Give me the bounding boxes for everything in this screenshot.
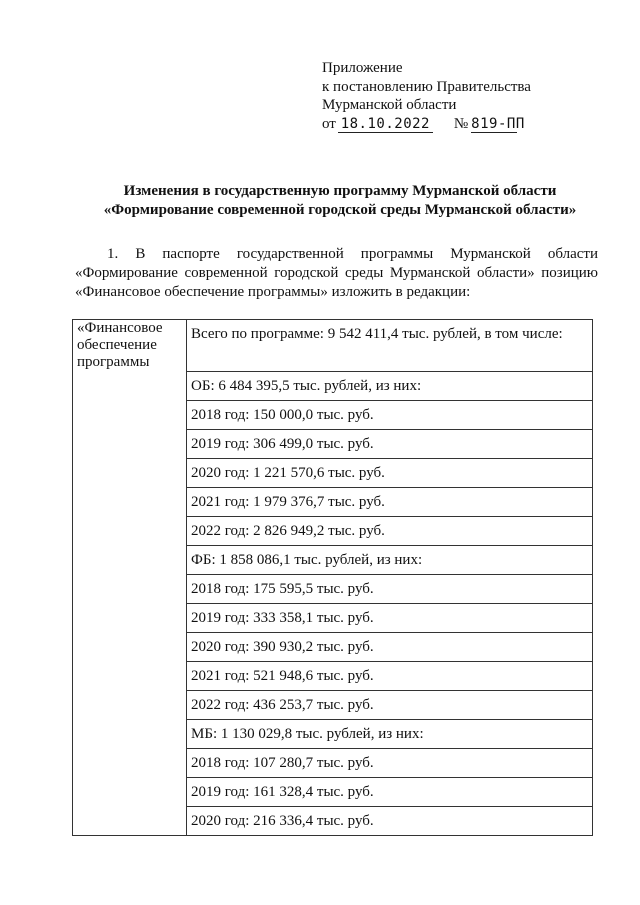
date-prefix: от xyxy=(322,115,336,132)
annex-region-line: Мурманской области xyxy=(322,97,457,113)
financing-label-cell: «Финансовое обеспечение программы xyxy=(73,320,187,836)
financing-value-cell: 2018 год: 150 000,0 тыс. руб. xyxy=(187,401,593,430)
financing-value-cell: 2022 год: 436 253,7 тыс. руб. xyxy=(187,691,593,720)
financing-value-cell: 2020 год: 1 221 570,6 тыс. руб. xyxy=(187,459,593,488)
resolution-number: 819-ПП xyxy=(471,116,525,132)
paragraph-line-1: 1. В паспорте государственной программы Мурманской области xyxy=(107,246,598,262)
annex-block xyxy=(322,59,622,133)
paragraph-line-3: «Финансовое обеспечение программы» изложить в редакции: xyxy=(75,284,471,300)
financing-value-cell: 2021 год: 1 979 376,7 тыс. руб. xyxy=(187,488,593,517)
financing-value-cell: 2020 год: 216 336,4 тыс. руб. xyxy=(187,807,593,836)
paragraph-line-2: «Формирование современной городской среды Мурманской области» позицию xyxy=(75,265,598,281)
number-prefix: № xyxy=(453,115,469,132)
financing-value-cell: 2019 год: 333 358,1 тыс. руб. xyxy=(187,604,593,633)
financing-table xyxy=(72,319,593,836)
annex-date-number-line xyxy=(322,115,622,134)
financing-value-cell: 2019 год: 306 499,0 тыс. руб. xyxy=(187,430,593,459)
financing-value-cell: 2018 год: 107 280,7 тыс. руб. xyxy=(187,749,593,778)
financing-value-cell: 2020 год: 390 930,2 тыс. руб. xyxy=(187,633,593,662)
resolution-date: 18.10.2022 xyxy=(338,116,433,133)
document-title-line-2: «Формирование современной городской среды Мурманской области» xyxy=(103,202,577,218)
financing-value-cell: 2022 год: 2 826 949,2 тыс. руб. xyxy=(187,517,593,546)
annex-resolution-line: к постановлению Правительства xyxy=(322,78,531,95)
financing-value-cell: МБ: 1 130 029,8 тыс. рублей, из них: xyxy=(187,720,593,749)
financing-value-cell: Всего по программе: 9 542 411,4 тыс. рублей, в том числе: xyxy=(187,320,593,372)
document-title xyxy=(60,182,620,220)
financing-value-cell: 2021 год: 521 948,6 тыс. руб. xyxy=(187,662,593,691)
financing-value-cell: 2019 год: 161 328,4 тыс. руб. xyxy=(187,778,593,807)
financing-value-cell: 2018 год: 175 595,5 тыс. руб. xyxy=(187,575,593,604)
financing-value-cell: ОБ: 6 484 395,5 тыс. рублей, из них: xyxy=(187,372,593,401)
annex-title: Приложение xyxy=(322,60,403,76)
financing-value-cell: ФБ: 1 858 086,1 тыс. рублей, из них: xyxy=(187,546,593,575)
table-row xyxy=(73,320,593,372)
document-title-line-1: Изменения в государственную программу Мурманской области xyxy=(123,183,557,199)
paragraph-1 xyxy=(75,245,598,302)
